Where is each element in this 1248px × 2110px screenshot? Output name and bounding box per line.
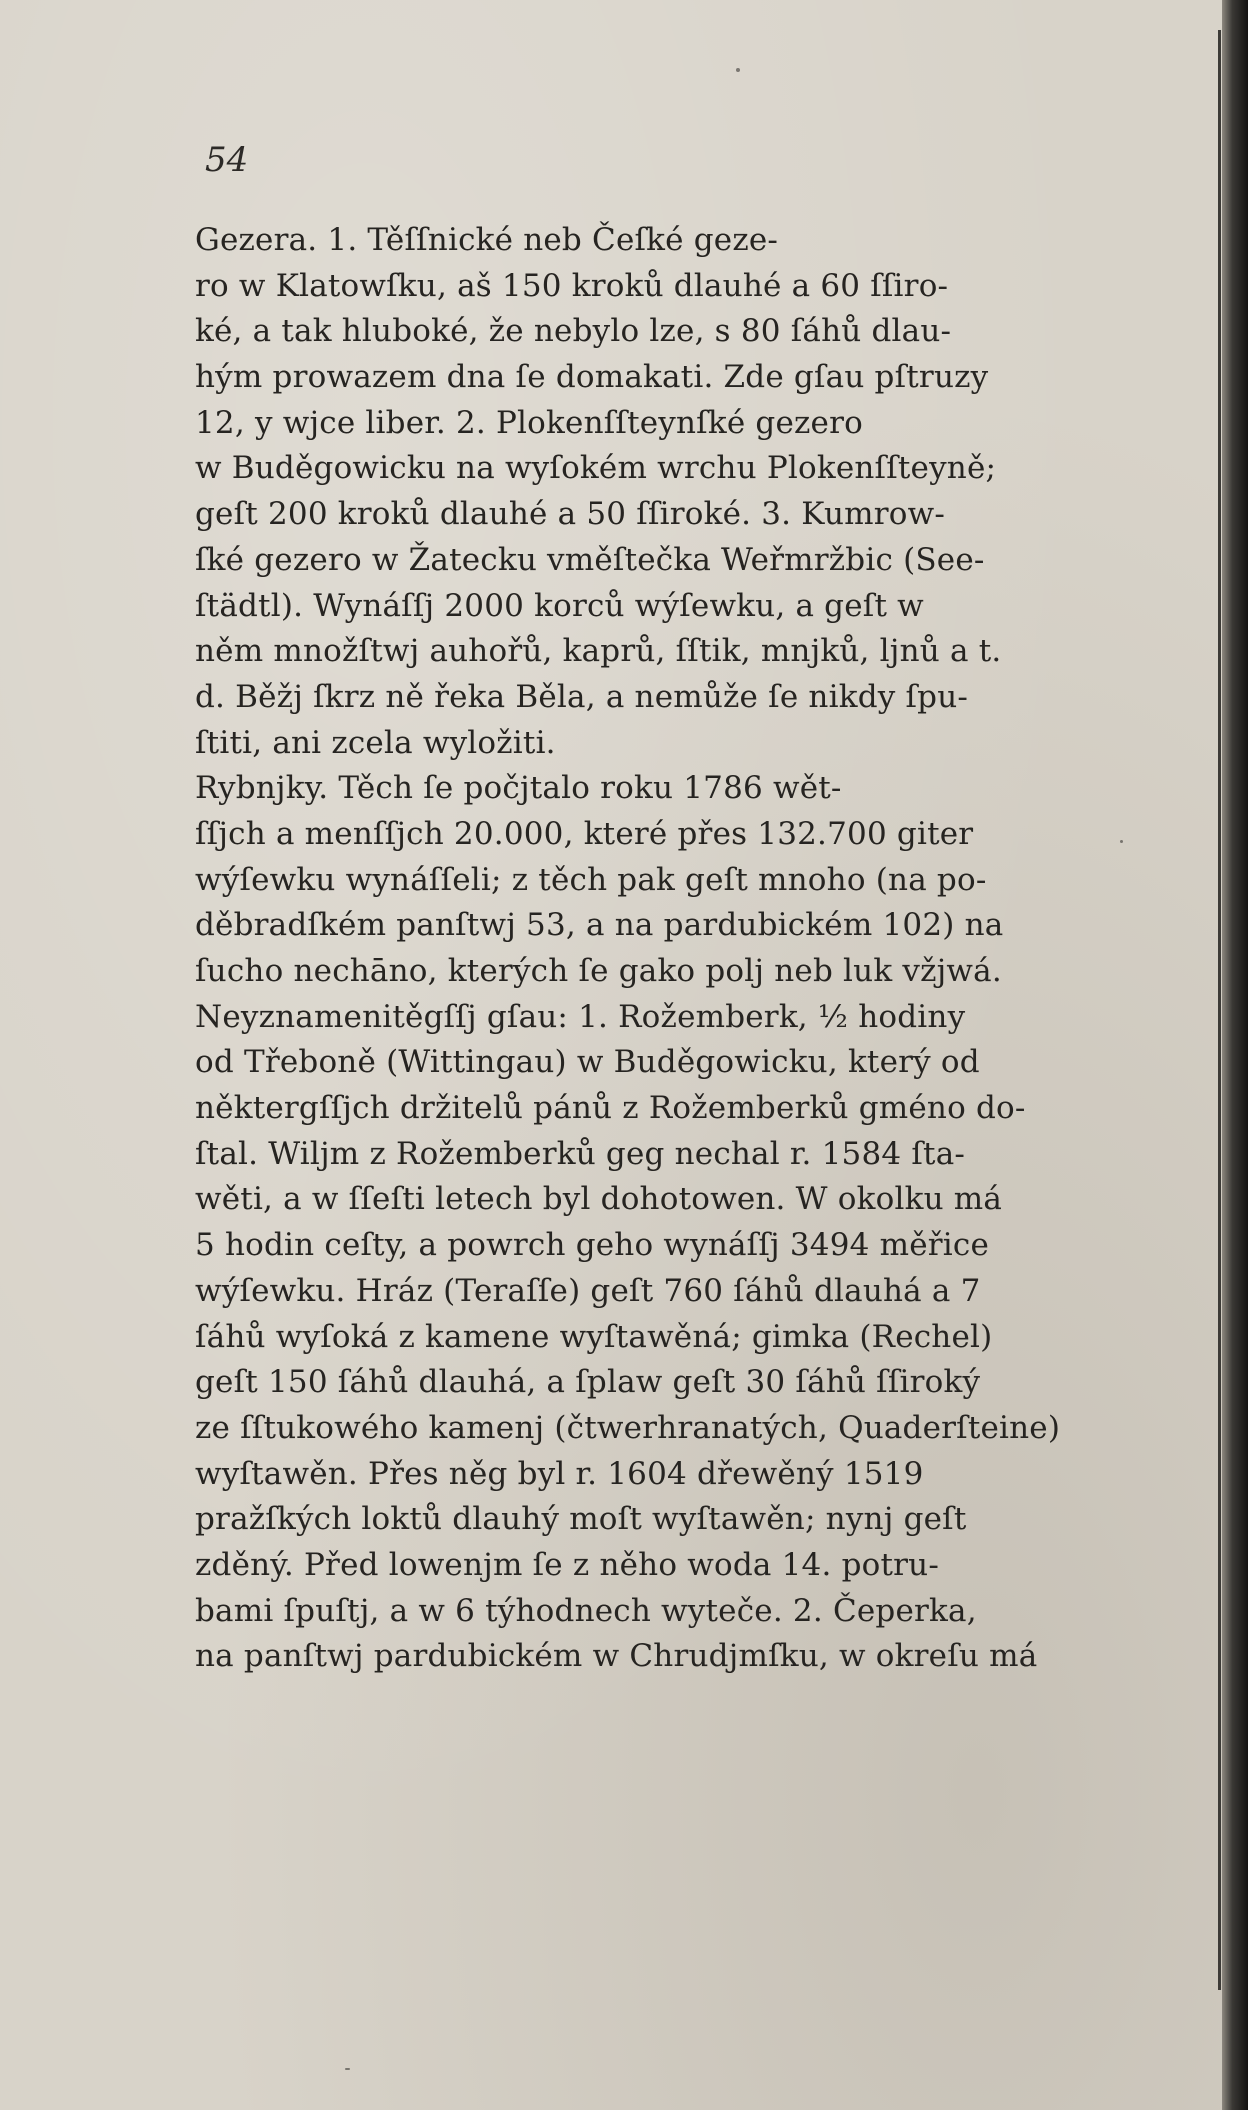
text-line: bami ſpuſtj, a w 6 týhodnech wyteče. 2. Čeperka, (195, 1592, 977, 1629)
text-line: ſké gezero w Žatecku vměſtečka Weřmržbic (See- (195, 541, 985, 578)
text-line: Rybnjky. Těch ſe počjtalo roku 1786 wět- (195, 770, 842, 807)
text-line: 5 hodin ceſty, a powrch geho wynáſſj 3494 měřice (195, 1227, 990, 1264)
text-line: na panſtwj pardubickém w Chrudjmſku, w okreſu má (195, 1638, 1038, 1675)
text-line: ſtiti, ani zcela wyložiti. (195, 724, 556, 761)
text-line: hým prowazem dna ſe domakati. Zde gſau pſtruzy (195, 359, 989, 396)
text-line: 12, y wjce liber. 2. Plokenſſteynſké gezero (195, 404, 863, 441)
text-line: wýſewku wynáſſeli; z těch pak geſt mnoho (na po- (195, 861, 987, 898)
text-line: wyſtawěn. Přes něg byl r. 1604 dřewěný 1519 (195, 1455, 924, 1492)
text-line: ſtädtl). Wynáſſj 2000 korců wýſewku, a geſt w (195, 587, 924, 624)
text-line: děbradſkém panſtwj 53, a na pardubickém 102) na (195, 907, 1004, 944)
text-line: ro w Klatowſku, aš 150 kroků dlauhé a 60 ſſiro- (195, 267, 949, 304)
text-line: wěti, a w ſſeſti letech byl dohotowen. W okolku má (195, 1181, 1003, 1218)
text-line: w Buděgowicku na wyſokém wrchu Plokenſſteyně; (195, 450, 997, 487)
text-line: Gezera. 1. Těſſnické neb Čeſké geze- (195, 222, 779, 258)
text-line: zděný. Před lowenjm ſe z něho woda 14. potru- (195, 1546, 940, 1583)
text-line: d. Běžj ſkrz ně řeka Běla, a nemůže ſe nikdy ſpu- (195, 678, 969, 715)
text-line: ze ſſtukowého kamenj (čtwerhranatých, Quaderſteine) (195, 1409, 1061, 1446)
text-line: ſáhů wyſoká z kamene wyſtawěná; gimka (Rechel) (195, 1318, 993, 1355)
text-line: ſucho nechāno, kterých ſe gako polj neb luk vžjwá. (195, 953, 1002, 989)
text-line: něm množſtwj auhořů, kaprů, ſſtik, mnjků, ljnů a t. (195, 633, 1002, 670)
body-text (195, 218, 1170, 1680)
text-line: Neyznamenitěgſſj gſau: 1. Rožemberk, ½ hodiny (195, 998, 966, 1035)
binding-rule (1218, 30, 1221, 1990)
page-number: 54 (205, 140, 249, 180)
text-line: ſtal. Wiljm z Rožemberků geg nechal r. 1584 ſta- (195, 1135, 966, 1172)
ink-speck (1120, 840, 1123, 843)
text-line: geſt 150 ſáhů dlauhá, a ſplaw geſt 30 ſáhů ſſiroký (195, 1364, 981, 1401)
text-line: ſſjch a menſſjch 20.000, které přes 132.700 giter (195, 815, 974, 852)
book-gutter (1222, 0, 1248, 2110)
ink-speck (736, 68, 740, 72)
text-line: ké, a tak hluboké, že nebylo lze, s 80 ſáhů dlau- (195, 313, 952, 350)
text-line: geſt 200 kroků dlauhé a 50 ſſiroké. 3. Kumrow- (195, 496, 946, 533)
ink-speck (345, 2068, 350, 2070)
text-line: některgſſjch držitelů pánů z Rožemberků gméno do- (195, 1090, 1026, 1127)
text-line: od Třeboně (Wittingau) w Buděgowicku, který od (195, 1044, 980, 1081)
text-line: wýſewku. Hráz (Teraſſe) geſt 760 ſáhů dlauhá a 7 (195, 1272, 981, 1309)
text-line: pražſkých loktů dlauhý moſt wyſtawěn; nynj geſt (195, 1501, 967, 1538)
